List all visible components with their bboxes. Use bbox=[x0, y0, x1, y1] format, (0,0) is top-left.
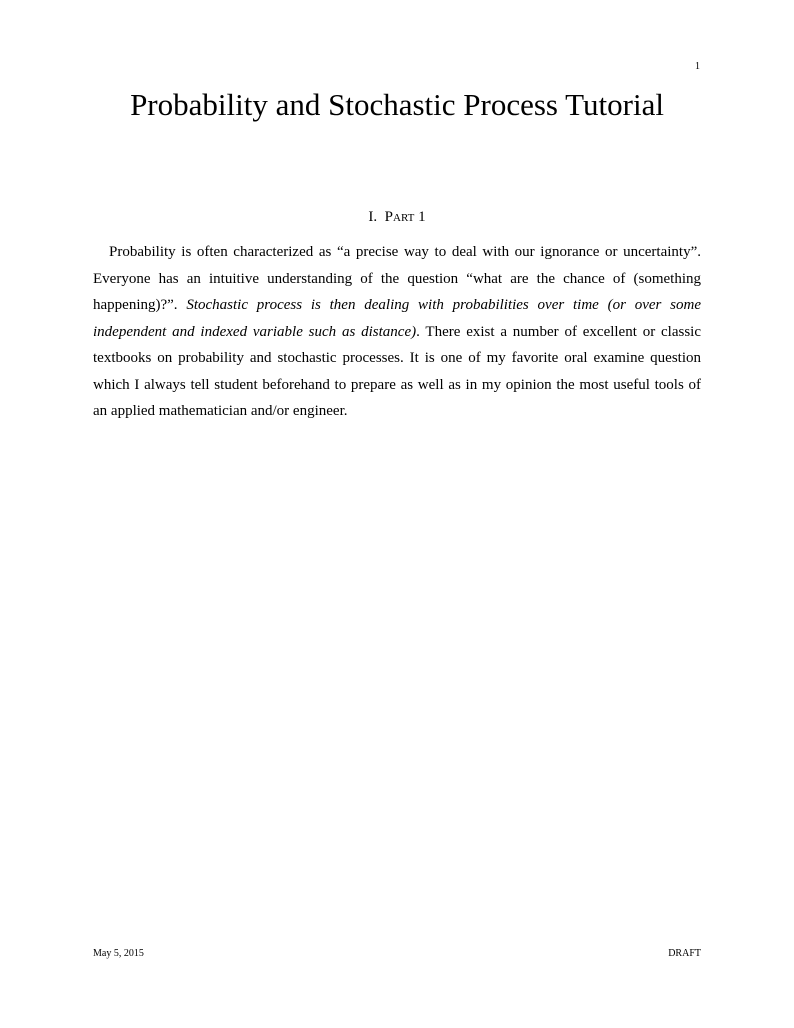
footer-date: May 5, 2015 bbox=[93, 948, 144, 959]
paragraph-text-end: . There exist a number of excellent or classic textbooks on probability and stochastic processes. It is one of my favorite oral examine question which I always tell student beforehand to prepare as well as in my opinion the most useful tools of an applied mathematician and/or engineer. bbox=[93, 323, 701, 419]
paragraph-italic-text: Stochastic process is then dealing with probabilities over time (or over some independent and indexed variable such as distance) bbox=[93, 297, 702, 340]
body-paragraph bbox=[93, 239, 701, 425]
section-heading bbox=[0, 207, 794, 227]
section-numeral: I. bbox=[368, 209, 378, 225]
section-title: Part 1 bbox=[384, 209, 426, 225]
document-title: Probability and Stochastic Process Tutorial bbox=[130, 87, 664, 122]
footer-draft-label: DRAFT bbox=[668, 948, 701, 959]
page-number: 1 bbox=[695, 61, 700, 72]
paragraph-text-start: Probability is often characterized as “a precise way to deal with our ignorance or uncertainty”. Everyone has an intuitive understanding of the question “what are the chance of (something happening)?”. bbox=[93, 244, 701, 313]
